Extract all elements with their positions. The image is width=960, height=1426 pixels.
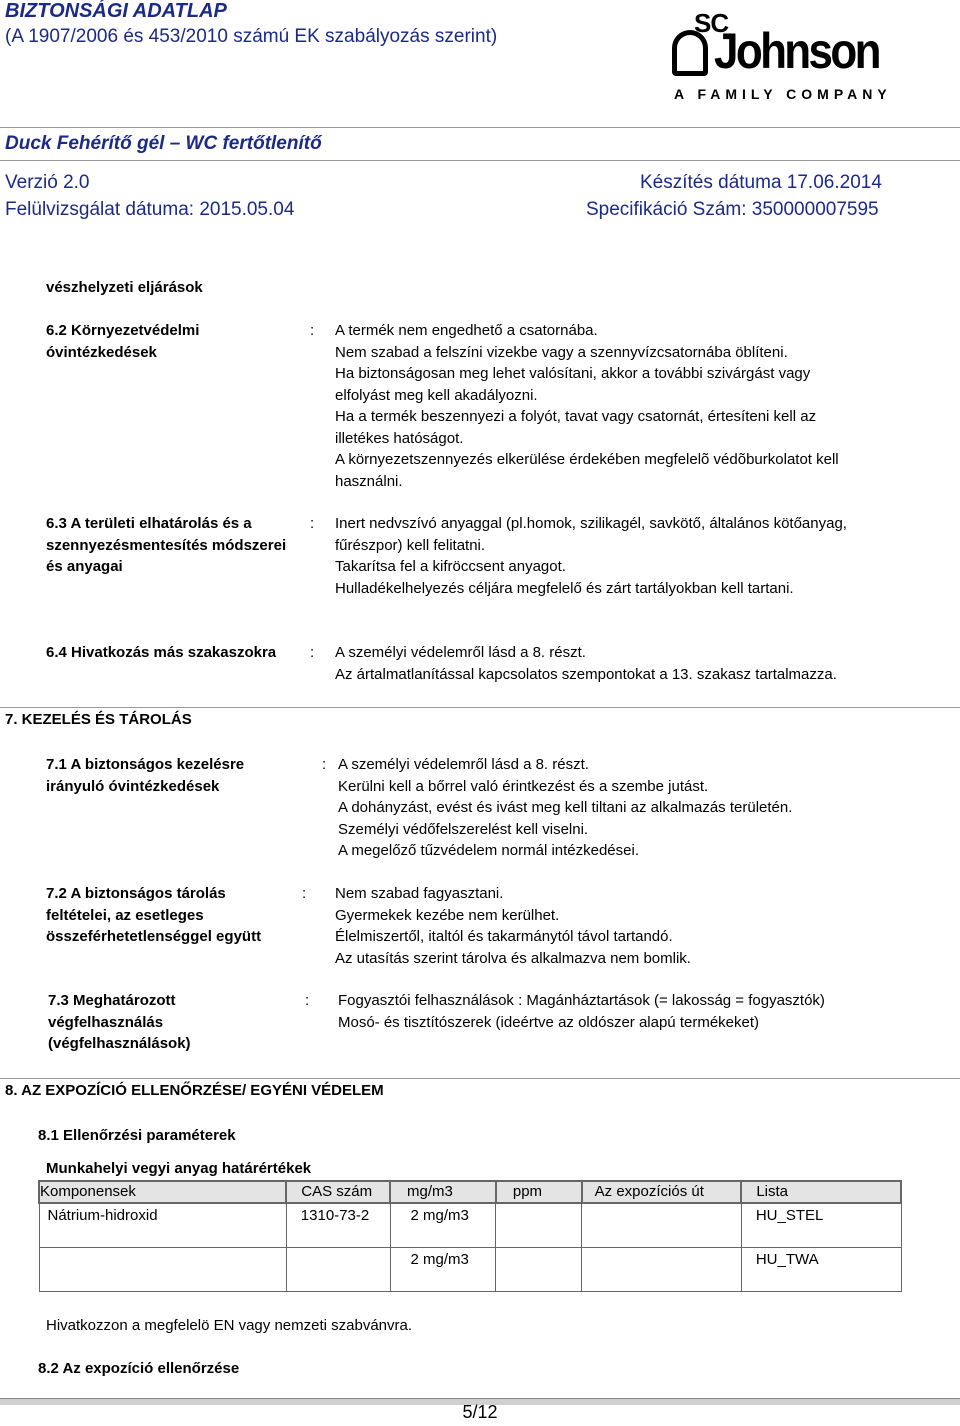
regulation-subtitle: (A 1907/2006 és 453/2010 számú EK szabályozás szerint)	[5, 26, 498, 47]
section-6-2-label: 6.2 Környezetvédelmi óvintézkedések	[46, 322, 200, 361]
page-number: 5/12	[462, 1402, 498, 1422]
table-cell	[286, 1247, 390, 1291]
table-row	[39, 1247, 901, 1291]
table-header-cell: Komponensek	[39, 1181, 286, 1203]
table-cell: 2 mg/m3	[390, 1247, 496, 1291]
colon: :	[302, 885, 307, 902]
revision-date: Felülvizsgálat dátuma: 2015.05.04	[5, 199, 295, 220]
product-name: Duck Fehérítő gél – WC fertőtlenítő	[5, 133, 322, 154]
sc-johnson-logo	[668, 8, 892, 104]
product-divider	[0, 160, 960, 161]
section-6-4-text: A személyi védelemről lásd a 8. részt. Az ártalmatlanítással kapcsolatos szempontokat a 13. szakasz tartalmazza.	[335, 644, 837, 683]
table-cell	[496, 1203, 582, 1247]
section-6-4-label: 6.4 Hivatkozás más szakaszokra	[46, 644, 277, 661]
standards-note: Hivatkozzon a megfelelö EN vagy nemzeti szabvánvra.	[46, 1317, 413, 1334]
table-cell	[582, 1203, 742, 1247]
section-7-title: 7. KEZELÉS ÉS TÁROLÁS	[5, 711, 192, 728]
created-date: Készítés dátuma 17.06.2014	[640, 172, 882, 193]
spec-number: Specifikáció Szám: 350000007595	[586, 199, 879, 220]
section-7-2-label: 7.2 A biztonságos tárolás feltételei, az esetleges összeférhetetlenséggel együtt	[46, 885, 262, 945]
section-8-divider	[0, 1078, 960, 1079]
table-cell: Nátrium-hidroxid	[39, 1203, 286, 1247]
section-6-2-text: A termék nem engedhető a csatornába. Nem szabad a felszíni vizekbe vagy a szennyvízcsatornába öblíteni. Ha biztonságosan meg lehet valósítani, akkor a további szivárgást vagy elfolyást meg kell akadályozni. Ha a termék beszennyezi a folyót, tavat vagy csatornát, értesíteni kell az illetékes hatóságot. A környezetszennyezés elkerülése érdekében megfelelõ védõburkolatot kell használni.	[335, 322, 839, 490]
logo-emblem-icon	[672, 30, 708, 76]
table-header-cell: Lista	[741, 1181, 901, 1203]
version: Verzió 2.0	[5, 172, 90, 193]
table-row	[39, 1203, 901, 1247]
section-7-divider	[0, 707, 960, 708]
logo-tagline: A FAMILY COMPANY	[674, 86, 892, 102]
colon: :	[310, 322, 315, 339]
header-divider	[0, 127, 960, 128]
section-8-2-title: 8.2 Az expozíció ellenőrzése	[38, 1360, 240, 1377]
table-cell	[496, 1247, 582, 1291]
logo-sc-text: SC	[694, 8, 729, 38]
table-cell: 1310-73-2	[286, 1203, 390, 1247]
table-header-cell: mg/m3	[390, 1181, 496, 1203]
table-header-cell: CAS szám	[286, 1181, 390, 1203]
section-7-2-text: Nem szabad fagyasztani. Gyermekek kezébe nem kerülhet. Élelmiszertől, italtól és takarmánytól távol tartandó. Az utasítás szerint tárolva és alkalmazva nem bomlik.	[335, 885, 691, 967]
colon: :	[322, 756, 327, 773]
table-cell: HU_STEL	[741, 1203, 901, 1247]
table-cell: 2 mg/m3	[390, 1203, 496, 1247]
section-8-1-title: 8.1 Ellenőrzési paraméterek	[38, 1127, 236, 1144]
exposure-limits-table	[38, 1180, 902, 1292]
table-header-cell: ppm	[496, 1181, 582, 1203]
colon: :	[305, 992, 310, 1009]
section-7-3-label: 7.3 Meghatározott végfelhasználás (végfelhasználások)	[48, 992, 191, 1052]
section-7-3-text: Fogyasztói felhasználások : Magánháztartások (= lakosság = fogyasztók) Mosó- és tisztítószerek (ideértve az oldószer alapú termékeket)	[338, 992, 825, 1031]
section-6-3-label: 6.3 A területi elhatárolás és a szennyezésmentesítés módszerei és anyagai	[46, 515, 287, 575]
section-6-3-text: Inert nedvszívó anyaggal (pl.homok, szilikagél, savkötő, általános kötőanyag, fűrészpor) kell felitatni. Takarítsa fel a kifröccsent anyagot. Hulladékelhelyezés céljára megfelelő és zárt tartályokban kell tartani.	[335, 515, 847, 597]
table-cell: HU_TWA	[741, 1247, 901, 1291]
table-header-row	[39, 1181, 901, 1203]
document-title: BIZTONSÁGI ADATLAP	[5, 0, 227, 22]
section-7-1-label: 7.1 A biztonságos kezelésre irányuló óvintézkedések	[46, 756, 245, 795]
table-cell	[39, 1247, 286, 1291]
limits-title: Munkahelyi vegyi anyag határértékek	[46, 1160, 312, 1177]
colon: :	[310, 644, 315, 661]
colon: :	[310, 515, 315, 532]
table-cell	[582, 1247, 742, 1291]
section-8-title: 8. AZ EXPOZÍCIÓ ELLENŐRZÉSE/ EGYÉNI VÉDELEM	[5, 1082, 384, 1099]
section-7-1-text: A személyi védelemről lásd a 8. részt. Kerülni kell a bőrrel való érintkezést és a szembe jutást. A dohányzást, evést és ivást meg kell tiltani az alkalmazás területén. Személyi védőfelszerelést kell viselni. A megelőző tűzvédelem normál intézkedései.	[338, 756, 793, 859]
section-6-1-continuation: vészhelyzeti eljárások	[46, 279, 203, 296]
logo-main-text: Johnson	[714, 23, 879, 79]
table-header-cell: Az expozíciós út	[582, 1181, 742, 1203]
